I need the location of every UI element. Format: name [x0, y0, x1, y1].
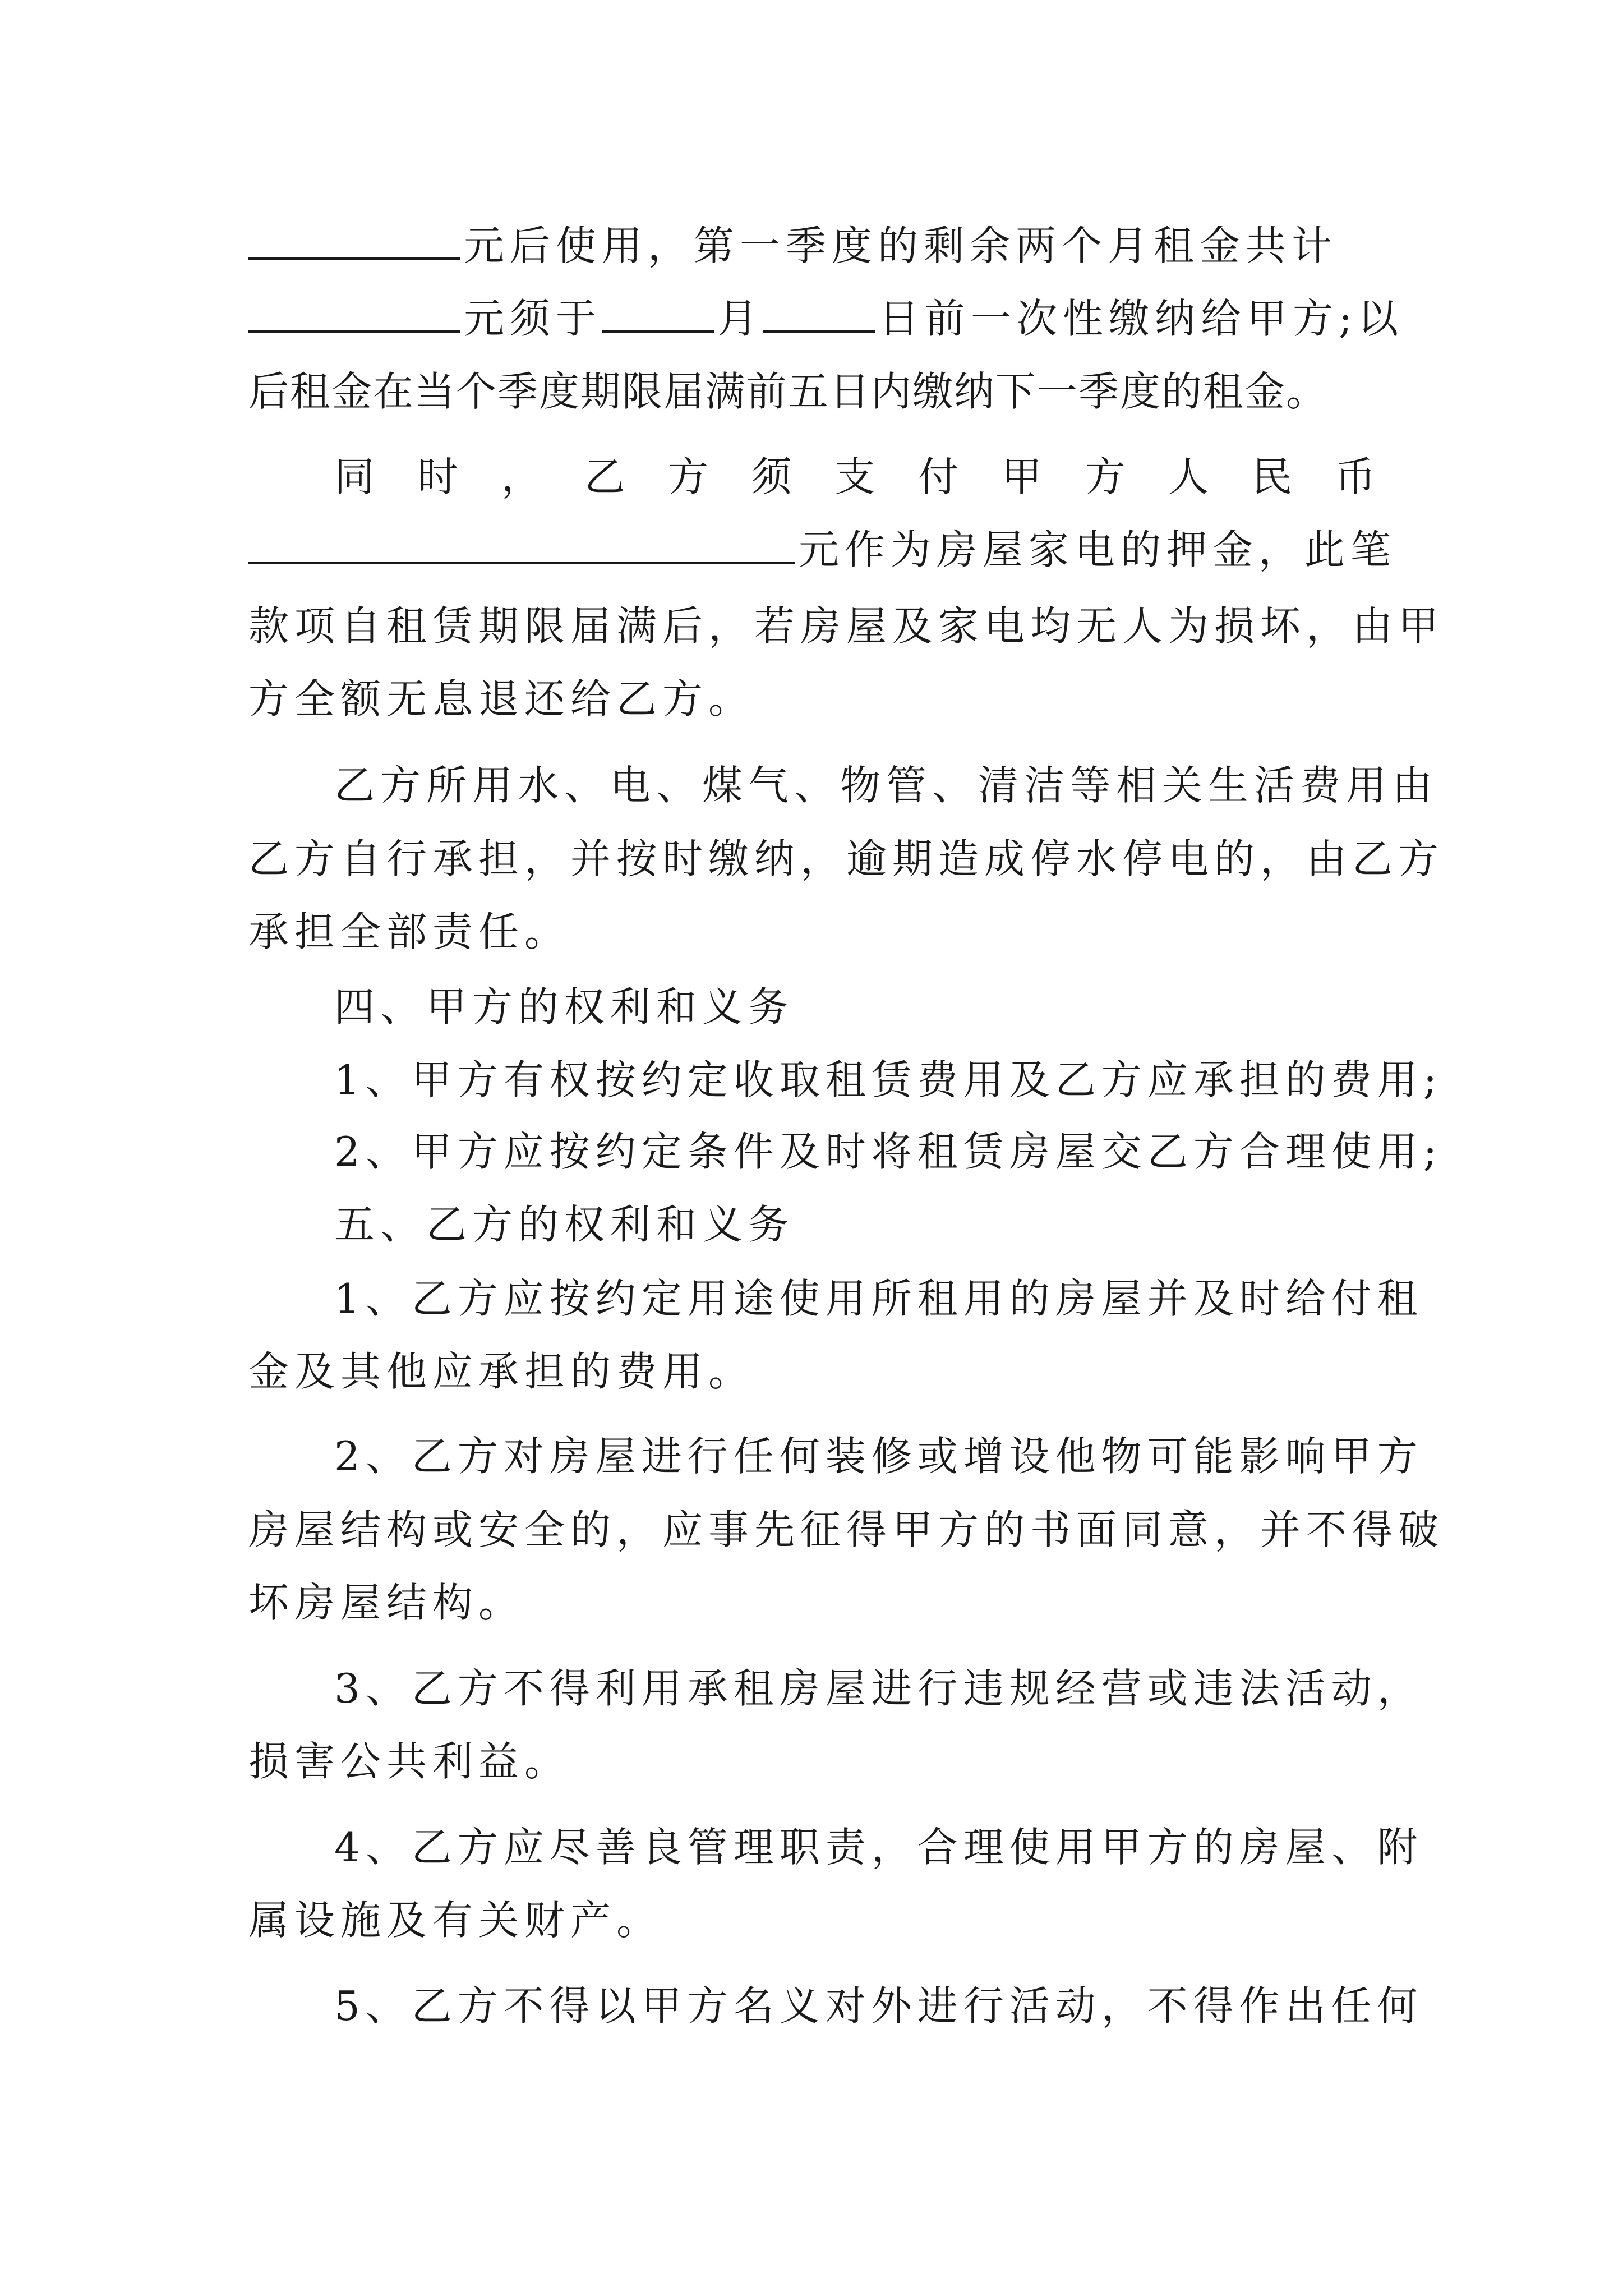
word: 须: [751, 453, 792, 500]
line-text: 2、甲方应按约定条件及时将租赁房屋交乙方合理使用;: [334, 1128, 1443, 1175]
line-text: 日前一次性缴纳给甲方;以: [879, 295, 1404, 342]
text-line: [248, 215, 1376, 277]
text-line: [248, 1572, 1376, 1634]
text-line: [334, 1049, 1461, 1111]
line-text: 元后使用，第一季度的剩余两个月租金共计: [464, 222, 1338, 269]
word: 付: [918, 453, 959, 500]
line-text: 1、甲方有权按约定收取租赁费用及乙方应承担的费用;: [334, 1056, 1443, 1103]
line-text: 损害公共利益。: [248, 1738, 571, 1785]
line-text: 1、乙方应按约定用途使用所租用的房屋并及时给付租: [334, 1275, 1423, 1322]
text-line-spread: [334, 446, 1376, 508]
line-text: 5、乙方不得以甲方名义对外进行活动，不得作出任何: [334, 1982, 1423, 2030]
line-text: 4、乙方应尽善良管理职责，合理使用甲方的房屋、附: [334, 1824, 1423, 1871]
line-text: 四、甲方的权利和义务: [334, 983, 795, 1030]
fill-in-blank-day: [763, 290, 875, 333]
text-line: [334, 1425, 1461, 1487]
text-line: [248, 1731, 1376, 1792]
fill-in-blank: [248, 290, 460, 333]
word: 同: [334, 453, 375, 500]
word: ，: [501, 453, 542, 500]
word: 方: [667, 453, 708, 500]
word: 甲: [1001, 453, 1042, 500]
word: 支: [834, 453, 875, 500]
word: 方: [1085, 453, 1126, 500]
text-line: [334, 1121, 1461, 1182]
line-text: 承担全部责任。: [248, 908, 571, 955]
fill-in-blank: [248, 217, 460, 260]
line-text: 乙方所用水、电、煤气、物管、清洁等相关生活费用由: [334, 762, 1438, 809]
line-text: 后租金在当个季度期限届满前五日内缴纳下一季度的租金。: [248, 368, 1328, 415]
line-text: 3、乙方不得利用承租房屋进行违规经营或违法活动，: [334, 1665, 1423, 1712]
text-line: [334, 1975, 1461, 2037]
text-line: [248, 361, 1376, 422]
text-line: [248, 828, 1445, 890]
section-heading: [334, 1194, 1461, 1255]
line-text: 元须于: [464, 295, 602, 342]
fill-in-blank-month: [602, 290, 714, 333]
line-text: 五、乙方的权利和义务: [334, 1201, 795, 1248]
text-line: [334, 754, 1461, 816]
line-text: 房屋结构或安全的，应事先征得甲方的书面同意，并不得破: [248, 1506, 1445, 1553]
text-line: [248, 1341, 1376, 1402]
line-text: 属设施及有关财产。: [248, 1897, 663, 1944]
text-line: [248, 595, 1445, 657]
line-text: 坏房屋结构。: [248, 1579, 525, 1626]
fill-in-blank-amount: [248, 521, 795, 564]
text-line: [334, 1268, 1461, 1329]
word: 乙: [584, 453, 625, 500]
word: 人: [1168, 453, 1209, 500]
word: 币: [1335, 453, 1376, 500]
text-line: [248, 288, 1404, 349]
word: 民: [1252, 453, 1293, 500]
text-line: [248, 519, 1397, 581]
line-text: 金及其他应承担的费用。: [248, 1348, 755, 1395]
word: 时: [417, 453, 458, 500]
text-line: [248, 668, 1376, 730]
text-line: [248, 901, 1376, 963]
text-line: [248, 1889, 1376, 1951]
line-text: 元作为房屋家电的押金，此笔: [799, 526, 1397, 573]
line-text: 月: [717, 295, 764, 342]
line-text: 2、乙方对房屋进行任何装修或增设他物可能影响甲方: [334, 1433, 1423, 1480]
line-text: 乙方自行承担，并按时缴纳，逾期造成停水停电的，由乙方: [248, 835, 1445, 882]
text-line: [334, 1816, 1461, 1878]
line-text: 方全额无息退还给乙方。: [248, 675, 755, 723]
text-line: [248, 1499, 1445, 1561]
text-line: [334, 1658, 1461, 1719]
section-heading: [334, 976, 1461, 1038]
line-text: 款项自租赁期限届满后，若房屋及家电均无人为损坏，由甲: [248, 602, 1445, 650]
